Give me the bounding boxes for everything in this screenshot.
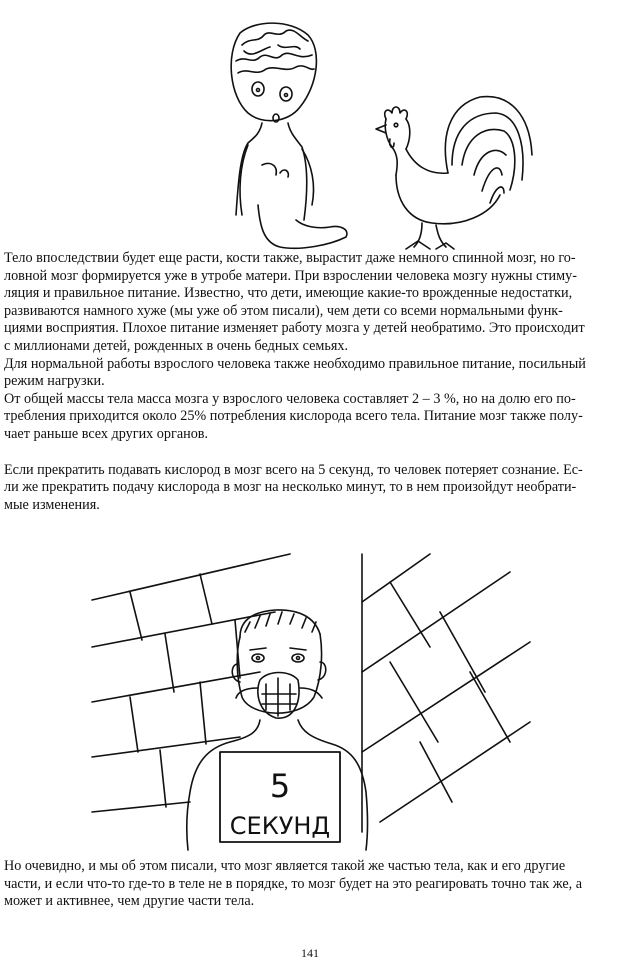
child-figure [231, 23, 347, 248]
text-line: развиваются намного хуже (мы уже об этом писали), чем дети со всеми нормальными функ- [4, 302, 563, 319]
text-line: циями восприятия. Плохое питание изменяет работу мозга у детей необратимо. Это происходит [4, 320, 585, 337]
text-line: чает раньше всех других органов. [4, 425, 209, 442]
masked-person-illustration [90, 552, 536, 852]
text-line: Но очевидно, и мы об этом писали, что мозг является такой же частью тела, как и его другие [4, 858, 566, 874]
child-and-rooster-illustration [200, 15, 550, 255]
rooster-figure [376, 97, 532, 249]
left-brick-wall [92, 554, 290, 812]
text-line: ляция и правильное питание. Известно, что дети, имеющие какие-то врожденные недостатки, [4, 285, 573, 302]
text-block-3 [4, 858, 616, 911]
text-line: требления приходится около 25% потребления кислорода всего тела. Питание мозг также полу- [4, 408, 583, 425]
text-line: режим нагрузки. [4, 373, 105, 390]
text-line: От общей массы тела масса мозга у взрослого человека составляет 2 – 3 %, но на долю его по- [4, 390, 576, 407]
text-line: может и активнее, чем другие части тела. [4, 893, 255, 910]
text-line: Если прекратить подавать кислород в мозг всего на 5 секунд, то человек потеряет сознание. Ес- [4, 461, 583, 478]
right-brick-wall [362, 554, 530, 832]
sign-number: 5 [269, 767, 291, 805]
text-line: мые изменения. [4, 496, 100, 513]
text-block-1 [4, 250, 616, 514]
text-line: с миллионами детей, рожденных в очень бедных семьях. [4, 337, 348, 354]
text-line: Для нормальной работы взрослого человека также необходимо правильное питание, посильный [4, 355, 586, 372]
page-number: 141 [301, 946, 319, 960]
text-line: ли же прекратить подачу кислорода в мозг на несколько минут, то в нем произойдут необрати- [4, 479, 577, 496]
sign-word: СЕКУНД [229, 812, 331, 840]
text-line: части, и если что-то где-то в теле не в порядке, то мозг будет на это реагировать точно так же, а [4, 875, 583, 892]
text-line: Тело впоследствии будет еще расти, кости также, вырастит даже немного спинной мозг, но го- [4, 250, 576, 266]
text-line: ловной мозг формируется уже в утробе матери. При взрослении человека мозгу нужны стиму- [4, 267, 577, 284]
